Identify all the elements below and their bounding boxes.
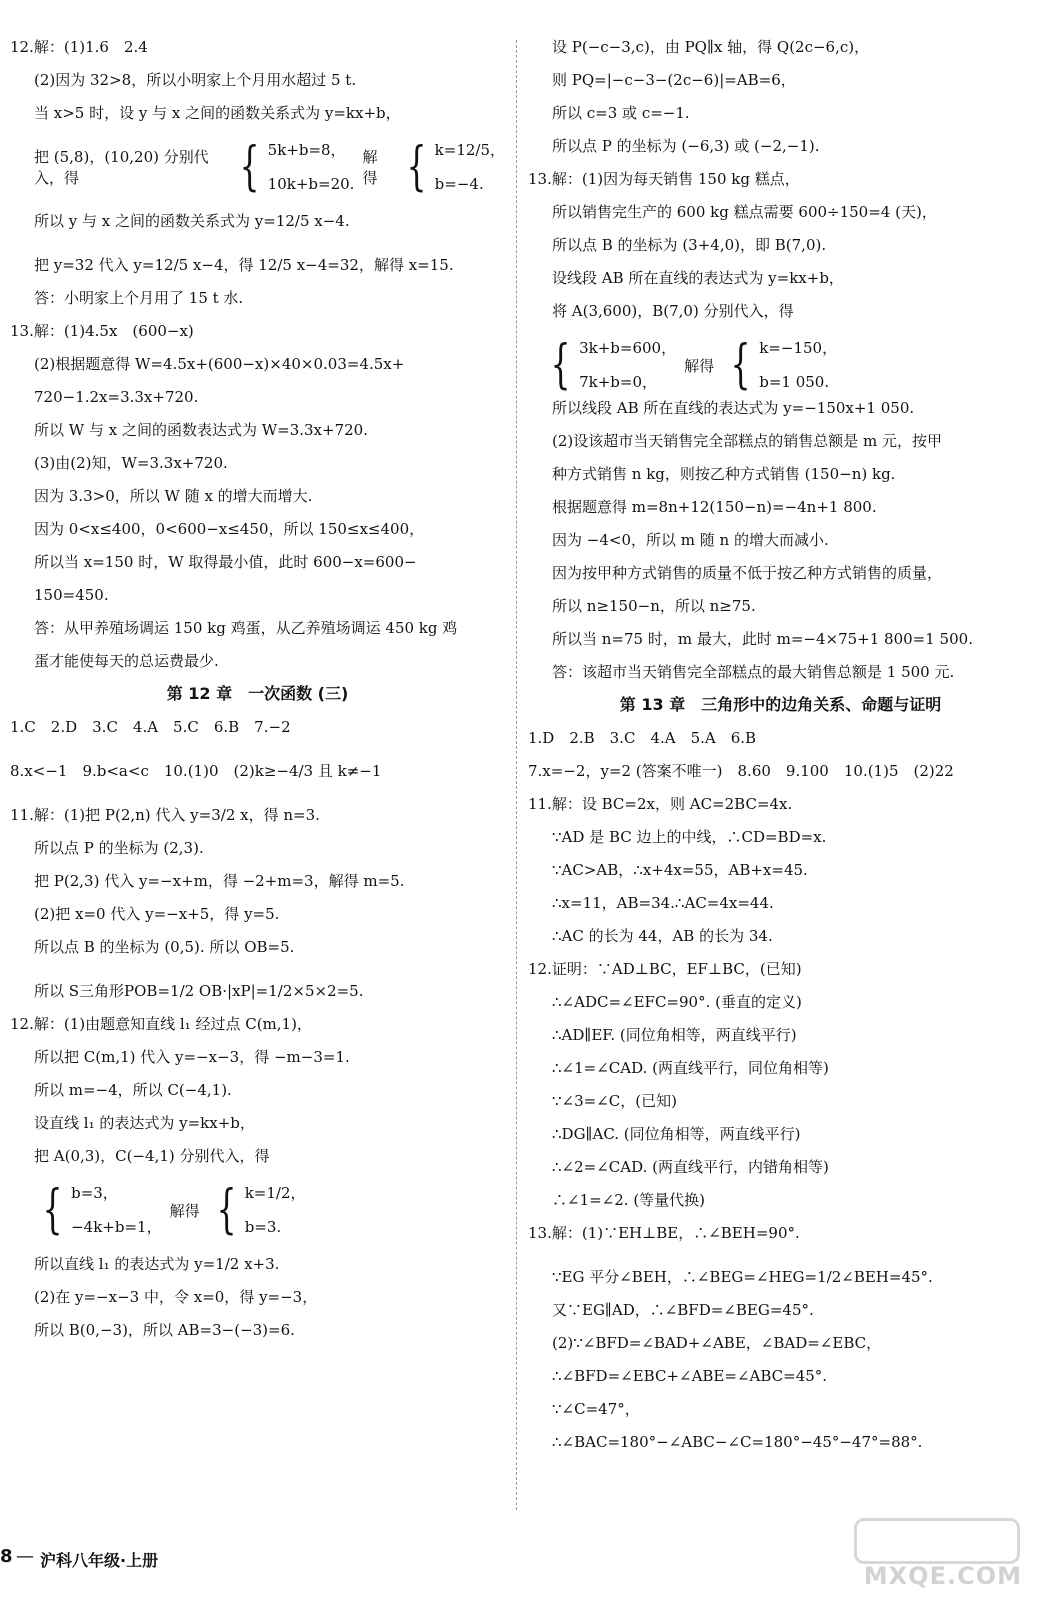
- answer-line: 因为按甲种方式销售的质量不低于按乙种方式销售的质量，: [552, 564, 943, 582]
- brace-symbol: {: [216, 1180, 237, 1240]
- answer-line: ∴DG∥AC. (同位角相等，两直线平行): [552, 1125, 801, 1143]
- right-column: [528, 36, 1033, 1464]
- answer-line: ∴AC 的长为 44，AB 的长为 34.: [552, 927, 773, 945]
- answer-line: 所以 n≥150−n，所以 n≥75.: [552, 597, 756, 615]
- watermark-text: MXQE.COM: [863, 1562, 1022, 1590]
- answer-line: 所以 S三角形POB=1/2 OB·|xP|=1/2×5×2=5.: [34, 982, 364, 1000]
- equation: −4k+b=1，: [71, 1218, 162, 1236]
- answer-line: 设直线 l₁ 的表达式为 y=kx+b，: [34, 1114, 255, 1132]
- system-intro: 把 (5,8)，(10,20) 分别代入，得: [34, 148, 209, 187]
- column-divider: [516, 40, 517, 1510]
- answer-line: 将 A(3,600)，B(7,0) 分别代入，得: [552, 302, 794, 320]
- answer-line: 所以 B(0,−3)，所以 AB=3−(−3)=6.: [34, 1321, 295, 1339]
- footer-separator: —: [16, 1546, 34, 1567]
- answer-line: 种方式销售 n kg，则按乙种方式销售 (150−n) kg.: [552, 465, 896, 483]
- answer-line: ∵∠C=47°，: [552, 1400, 640, 1418]
- answer-line: 150=450.: [34, 586, 109, 604]
- answer-line: 蛋才能使每天的总运费最少.: [34, 652, 219, 670]
- answer-line: ∴∠ADC=∠EFC=90°. (垂直的定义): [552, 993, 802, 1011]
- answer-line: 1.D 2.B 3.C 4.A 5.A 6.B: [528, 729, 757, 747]
- answer-line: 所以 m=−4，所以 C(−4,1).: [34, 1081, 232, 1099]
- answer-line: 根据题意得 m=8n+12(150−n)=−4n+1 800.: [552, 498, 877, 516]
- solution: b=1 050.: [759, 373, 830, 391]
- page-number: 8: [0, 1546, 13, 1567]
- answer-line: 所以 c=3 或 c=−1.: [552, 104, 690, 122]
- watermark: [836, 1518, 1026, 1592]
- equation-system: [10, 135, 505, 199]
- answer-line: ∴∠1=∠CAD. (两直线平行，同位角相等): [552, 1059, 829, 1077]
- system-equations: [268, 139, 355, 195]
- answer-line: 把 P(2,3) 代入 y=−x+m，得 −2+m=3，解得 m=5.: [34, 872, 405, 890]
- answer-line: 答：小明家上个月用了 15 t 水.: [34, 289, 244, 307]
- solution: k=1/2，: [244, 1184, 306, 1202]
- answer-line: ∴AD∥EF. (同位角相等，两直线平行): [552, 1026, 797, 1044]
- answer-line: 7.x=−2，y=2 (答案不唯一) 8.60 9.100 10.(1)5 (2)22: [528, 762, 954, 780]
- answer-line: 8.x<−1 9.b<a<c 10.(1)0 (2)k≥−4/3 且 k≠−1: [10, 762, 382, 780]
- answer-line: 所以 y 与 x 之间的函数关系式为 y=12/5 x−4.: [34, 212, 350, 230]
- answer-line: 11.解：设 BC=2x，则 AC=2BC=4x.: [528, 795, 793, 813]
- page-footer: [0, 1544, 1044, 1600]
- answer-line: 当 x>5 时，设 y 与 x 之间的函数关系式为 y=kx+b，: [34, 104, 401, 122]
- answer-line: 答：该超市当天销售完全部糕点的最大销售总额是 1 500 元.: [552, 663, 955, 681]
- equation: 5k+b=8，: [267, 141, 346, 159]
- answer-line: 所以点 P 的坐标为 (2,3).: [34, 839, 204, 857]
- answer-line: 所以 W 与 x 之间的函数表达式为 W=3.3x+720.: [34, 421, 368, 439]
- answer-line: (2)∵∠BFD=∠BAD+∠ABE，∠BAD=∠EBC，: [552, 1334, 882, 1352]
- answer-line: 所以点 B 的坐标为 (0,5). 所以 OB=5.: [34, 938, 295, 956]
- solution: b=−4.: [434, 175, 484, 193]
- system-equations: [579, 337, 676, 393]
- answer-line: (2)把 x=0 代入 y=−x+5，得 y=5.: [34, 905, 280, 923]
- left-column: [10, 36, 505, 1352]
- answer-line: 所以直线 l₁ 的表达式为 y=1/2 x+3.: [34, 1255, 280, 1273]
- answer-line: 所以销售完生产的 600 kg 糕点需要 600÷150=4 (天)，: [552, 203, 937, 221]
- answer-line: ∴∠BAC=180°−∠ABC−∠C=180°−45°−47°=88°.: [552, 1433, 923, 1451]
- answer-line: (2)因为 32>8，所以小明家上个月用水超过 5 t.: [34, 71, 357, 89]
- answer-line: 设线段 AB 所在直线的表达式为 y=kx+b，: [552, 269, 844, 287]
- solve-label: 解得: [684, 356, 715, 375]
- answer-line: ∵AD 是 BC 边上的中线，∴CD=BD=x.: [552, 828, 827, 846]
- answer-line: ∴∠1=∠2. (等量代换): [552, 1191, 706, 1209]
- answer-line: 因为 0<x≤400，0<600−x≤450，所以 150≤x≤400，: [34, 520, 425, 538]
- chapter-heading: 第 12 章 一次函数 (三): [166, 684, 349, 703]
- answer-line: 12.解：(1)1.6 2.4: [10, 38, 148, 56]
- solve-label: 解得: [362, 148, 378, 187]
- book-label: 沪科八年级·上册: [40, 1551, 159, 1570]
- answer-line: 又∵EG∥AD，∴∠BFD=∠BEG=45°.: [552, 1301, 814, 1319]
- system-equations: [71, 1182, 161, 1238]
- chapter-heading: 第 13 章 三角形中的边角关系、命题与证明: [619, 695, 942, 714]
- brace-symbol: {: [550, 335, 571, 395]
- equation: b=3，: [71, 1184, 118, 1202]
- answer-line: ∵EG 平分∠BEH，∴∠BEG=∠HEG=1/2∠BEH=45°.: [552, 1268, 933, 1286]
- equation: 3k+b=600，: [579, 339, 677, 357]
- equation: 10k+b=20.: [267, 175, 355, 193]
- equation-system: [528, 333, 1033, 397]
- answer-line: ∴∠BFD=∠EBC+∠ABE=∠ABC=45°.: [552, 1367, 828, 1385]
- answer-line: 答：从甲养殖场调运 150 kg 鸡蛋，从乙养殖场调运 450 kg 鸡: [34, 619, 458, 637]
- answer-line: 1.C 2.D 3.C 4.A 5.C 6.B 7.−2: [10, 718, 291, 736]
- system-solutions: [245, 1182, 306, 1238]
- solution: b=3.: [244, 1218, 282, 1236]
- answer-line: 所以点 P 的坐标为 (−6,3) 或 (−2,−1).: [552, 137, 820, 155]
- answer-line: 所以当 x=150 时，W 取得最小值，此时 600−x=600−: [34, 553, 417, 571]
- answer-line: 720−1.2x=3.3x+720.: [34, 388, 199, 406]
- answer-line: 所以点 B 的坐标为 (3+4,0)，即 B(7,0).: [552, 236, 827, 254]
- answer-line: ∵∠3=∠C，(已知): [552, 1092, 677, 1110]
- answer-line: 因为 3.3>0，所以 W 随 x 的增大而增大.: [34, 487, 313, 505]
- answer-line: 11.解：(1)把 P(2,n) 代入 y=3/2 x，得 n=3.: [10, 806, 320, 824]
- solution: k=12/5，: [434, 141, 505, 159]
- equation: 7k+b=0，: [579, 373, 658, 391]
- answer-line: 13.解：(1)因为每天销售 150 kg 糕点，: [528, 170, 800, 188]
- answer-line: ∴∠2=∠CAD. (两直线平行，内错角相等): [552, 1158, 829, 1176]
- answer-line: ∵AC>AB，∴x+4x=55，AB+x=45.: [552, 861, 808, 879]
- answer-line: 把 A(0,3)，C(−4,1) 分别代入，得: [34, 1147, 270, 1165]
- answer-line: 12.证明：∵AD⊥BC，EF⊥BC，(已知): [528, 960, 802, 978]
- answer-line: (2)根据题意得 W=4.5x+(600−x)×40×0.03=4.5x+: [34, 355, 405, 373]
- brace-symbol: {: [730, 335, 751, 395]
- answer-line: ∴x=11，AB=34.∴AC=4x=44.: [552, 894, 774, 912]
- answer-line: 则 PQ=|−c−3−(2c−6)|=AB=6，: [552, 71, 796, 89]
- answer-line: 13.解：(1)∵EH⊥BE，∴∠BEH=90°.: [528, 1224, 800, 1242]
- watermark-logo-icon: [854, 1518, 1020, 1564]
- equation-system: [10, 1178, 505, 1242]
- answer-line: 所以当 n=75 时，m 最大，此时 m=−4×75+1 800=1 500.: [552, 630, 973, 648]
- answer-line: 12.解：(1)由题意知直线 l₁ 经过点 C(m,1)，: [10, 1015, 312, 1033]
- answer-line: (2)在 y=−x−3 中，令 x=0，得 y=−3，: [34, 1288, 318, 1306]
- answer-line: 因为 −4<0，所以 m 随 n 的增大而减小.: [552, 531, 829, 549]
- answer-line: 所以把 C(m,1) 代入 y=−x−3，得 −m−3=1.: [34, 1048, 350, 1066]
- brace-symbol: {: [239, 137, 260, 197]
- solve-label: 解得: [169, 1201, 200, 1220]
- solution: k=−150，: [759, 339, 838, 357]
- system-solutions: [759, 337, 837, 393]
- answer-line: 设 P(−c−3,c)，由 PQ∥x 轴，得 Q(2c−6,c)，: [552, 38, 870, 56]
- answer-line: 所以线段 AB 所在直线的表达式为 y=−150x+1 050.: [552, 399, 915, 417]
- system-solutions: [435, 139, 505, 195]
- answer-line: 把 y=32 代入 y=12/5 x−4，得 12/5 x−4=32，解得 x=15.: [34, 256, 454, 274]
- brace-symbol: {: [406, 137, 427, 197]
- answer-line: (3)由(2)知，W=3.3x+720.: [34, 454, 228, 472]
- brace-symbol: {: [42, 1180, 63, 1240]
- answer-line: 13.解：(1)4.5x (600−x): [10, 322, 194, 340]
- answer-line: (2)设该超市当天销售完全部糕点的销售总额是 m 元，按甲: [552, 432, 943, 450]
